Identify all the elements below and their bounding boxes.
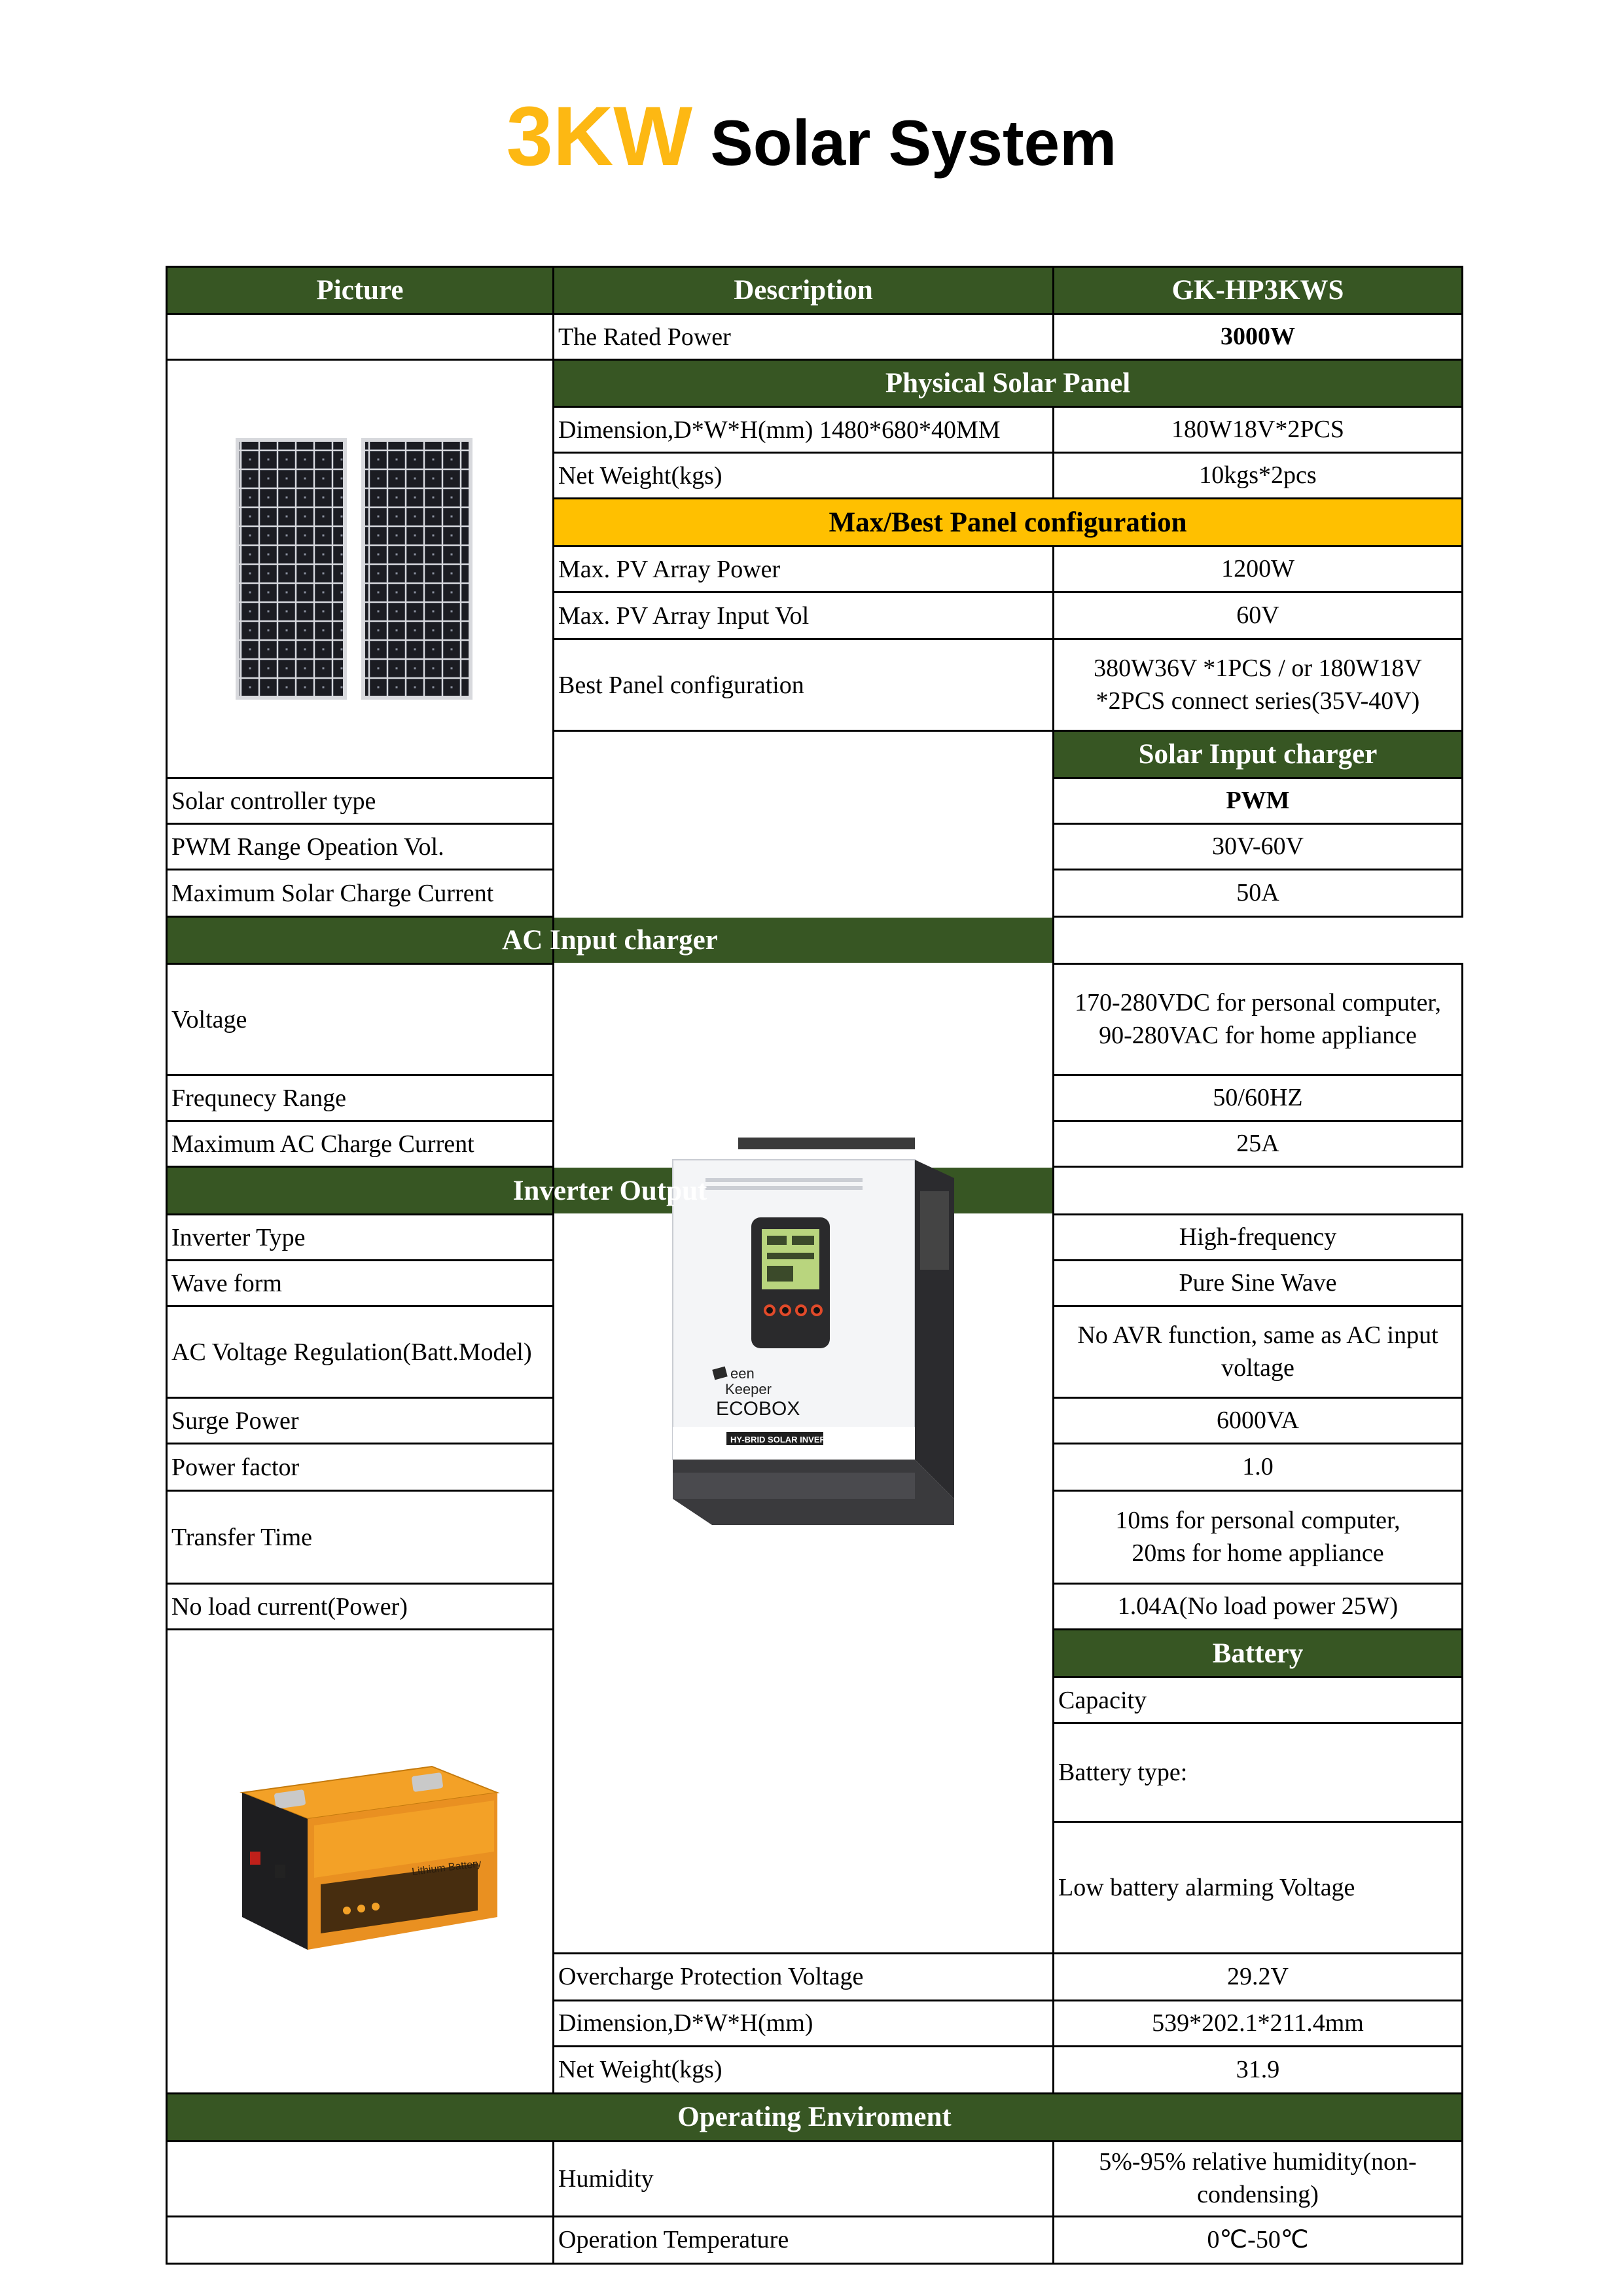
column-header-picture: Picture bbox=[167, 267, 554, 314]
solar-panel-right bbox=[361, 438, 473, 700]
row-value bbox=[1054, 1491, 1463, 1584]
row-value: 30V-60V bbox=[1054, 824, 1463, 870]
title-rest: Solar System bbox=[692, 107, 1117, 179]
table-row bbox=[167, 2216, 1463, 2263]
empty-picture-cell bbox=[167, 2216, 554, 2263]
row-label: Maximum Solar Charge Current bbox=[167, 870, 554, 917]
row-value: Pure Sine Wave bbox=[1054, 1261, 1463, 1306]
row-value: High-frequency bbox=[1054, 1215, 1463, 1261]
table-row bbox=[167, 314, 1463, 360]
row-label: Dimension,D*W*H(mm) 1480*680*40MM bbox=[554, 407, 1054, 453]
row-label: Net Weight(kgs) bbox=[554, 2046, 1054, 2093]
row-value: 10kgs*2pcs bbox=[1054, 453, 1463, 499]
battery-image bbox=[216, 1753, 504, 1969]
row-value: 50/60HZ bbox=[1054, 1075, 1463, 1121]
row-label: Surge Power bbox=[167, 1398, 554, 1444]
row-value: 50A bbox=[1054, 870, 1463, 917]
row-label: Overcharge Protection Voltage bbox=[554, 1953, 1054, 2000]
solar-panel-left bbox=[236, 438, 347, 700]
value-line: 5%-95% relative humidity(non- bbox=[1099, 2148, 1417, 2176]
section-heading-ac-input-charger: AC Input charger bbox=[167, 917, 1054, 964]
row-value bbox=[1054, 1306, 1463, 1398]
table-row bbox=[167, 2141, 1463, 2216]
empty-picture-cell bbox=[167, 2141, 554, 2216]
brand-line-2: Keeper bbox=[724, 1381, 772, 1398]
row-value: PWM bbox=[1054, 778, 1463, 824]
row-label: Operation Temperature bbox=[554, 2216, 1054, 2263]
row-value: 1.0 bbox=[1054, 1444, 1463, 1491]
value-line: 10ms for personal computer, bbox=[1115, 1507, 1400, 1535]
inverter-picture-cell bbox=[554, 731, 1054, 1954]
value-line: voltage bbox=[1221, 1354, 1294, 1382]
row-label: Frequnecy Range bbox=[167, 1075, 554, 1121]
row-label: Low battery alarming Voltage bbox=[1054, 1822, 1463, 1954]
battery-label: Lithium Battery bbox=[411, 1857, 482, 1878]
column-header-model: GK-HP3KWS bbox=[1054, 267, 1463, 314]
section-heading-battery: Battery bbox=[1054, 1630, 1463, 1677]
solar-panel-picture-cell bbox=[167, 360, 554, 778]
row-label: Maximum AC Charge Current bbox=[167, 1121, 554, 1167]
row-value: 3000W bbox=[1054, 314, 1463, 360]
row-value: 60V bbox=[1054, 592, 1463, 639]
row-value bbox=[1054, 2141, 1463, 2216]
row-label: Voltage bbox=[167, 964, 554, 1075]
page-title bbox=[0, 90, 1623, 183]
row-label: Inverter Type bbox=[167, 1215, 554, 1261]
row-label: No load current(Power) bbox=[167, 1584, 554, 1630]
row-value: 1200W bbox=[1054, 547, 1463, 592]
row-label: PWM Range Opeation Vol. bbox=[167, 824, 554, 870]
value-line: condensing) bbox=[1197, 2180, 1319, 2208]
row-label: Humidity bbox=[554, 2141, 1054, 2216]
value-line: 170-280VDC for personal computer, bbox=[1075, 989, 1441, 1017]
title-accent: 3KW bbox=[506, 90, 693, 183]
row-label: Solar controller type bbox=[167, 778, 554, 824]
section-heading-solar-input-charger: Solar Input charger bbox=[1054, 731, 1463, 778]
value-line: No AVR function, same as AC input bbox=[1077, 1321, 1438, 1350]
brand-name: ECOBOX bbox=[715, 1398, 800, 1420]
row-value: 539*202.1*211.4mm bbox=[1054, 2000, 1463, 2046]
section-heading-operating-environment: Operating Enviroment bbox=[167, 2093, 1463, 2141]
row-label: Battery type: bbox=[1054, 1723, 1463, 1822]
product-label: HY-BRID SOLAR INVERTER bbox=[730, 1435, 843, 1445]
solar-panel-image bbox=[223, 431, 497, 706]
value-line: 380W36V *1PCS / or 180W18V bbox=[1094, 655, 1422, 683]
row-label: Net Weight(kgs) bbox=[554, 453, 1054, 499]
row-value: 25A bbox=[1054, 1121, 1463, 1167]
value-line: 90-280VAC for home appliance bbox=[1099, 1021, 1417, 1049]
brand-line-1: een bbox=[730, 1365, 755, 1382]
value-line: *2PCS connect series(35V-40V) bbox=[1096, 687, 1420, 715]
row-label: Best Panel configuration bbox=[554, 639, 1054, 731]
empty-picture-cell bbox=[167, 314, 554, 360]
spec-table bbox=[166, 266, 1463, 2265]
row-value: 0℃-50℃ bbox=[1054, 2216, 1463, 2263]
row-value: 31.9 bbox=[1054, 2046, 1463, 2093]
section-heading-physical-solar-panel: Physical Solar Panel bbox=[554, 360, 1463, 407]
row-label: Transfer Time bbox=[167, 1491, 554, 1584]
battery-picture-cell bbox=[167, 1630, 554, 2094]
row-label: AC Voltage Regulation(Batt.Model) bbox=[167, 1306, 554, 1398]
row-label: The Rated Power bbox=[554, 314, 1054, 360]
row-value bbox=[1054, 964, 1463, 1075]
section-heading-inverter-output: Inverter Output bbox=[167, 1167, 1054, 1215]
row-value: 6000VA bbox=[1054, 1398, 1463, 1444]
row-label: Capacity bbox=[1054, 1677, 1463, 1723]
row-value bbox=[1054, 639, 1463, 731]
row-label: Max. PV Array Input Vol bbox=[554, 592, 1054, 639]
column-header-description: Description bbox=[554, 267, 1054, 314]
row-label: Max. PV Array Power bbox=[554, 547, 1054, 592]
value-line: 20ms for home appliance bbox=[1132, 1539, 1384, 1567]
row-label: Dimension,D*W*H(mm) bbox=[554, 2000, 1054, 2046]
row-value: 1.04A(No load power 25W) bbox=[1054, 1584, 1463, 1630]
header-row bbox=[167, 267, 1463, 314]
row-label: Wave form bbox=[167, 1261, 554, 1306]
row-value: 29.2V bbox=[1054, 1953, 1463, 2000]
row-value: 180W18V*2PCS bbox=[1054, 407, 1463, 453]
section-heading-panel-configuration: Max/Best Panel configuration bbox=[554, 499, 1463, 547]
row-label: Power factor bbox=[167, 1444, 554, 1491]
